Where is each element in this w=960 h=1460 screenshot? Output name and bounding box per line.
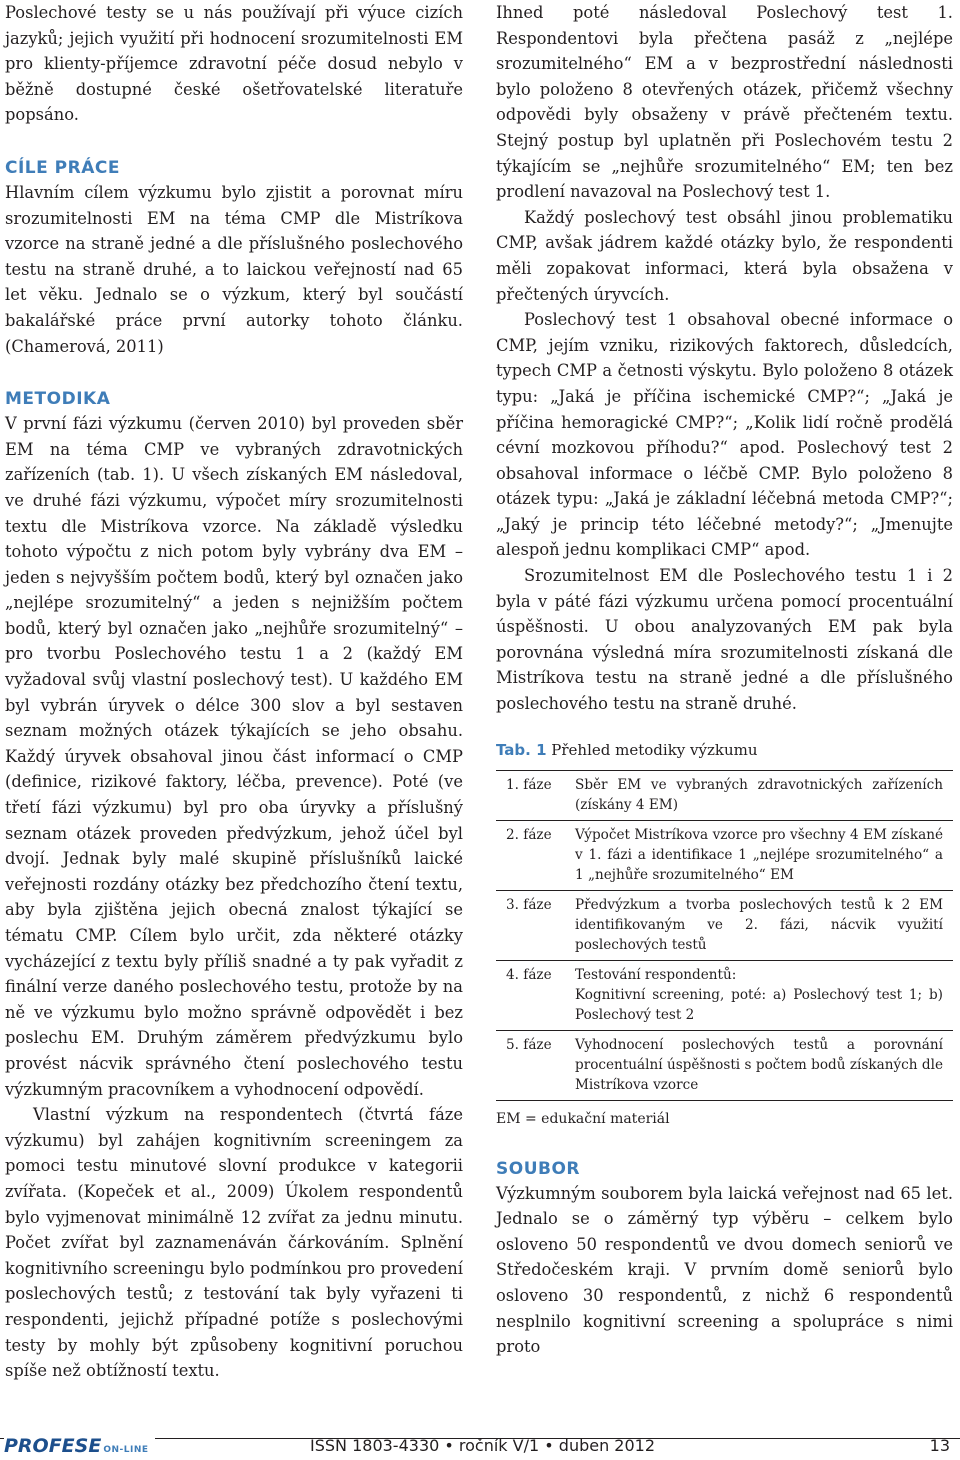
phase-cell: 1. fáze xyxy=(506,776,552,793)
methodology-table xyxy=(496,770,953,1101)
table-label: Tab. 1 xyxy=(496,740,547,759)
table-row xyxy=(496,771,953,820)
description-cell: Vyhodnocení poslechových testů a porovnání procentuální úspěšnosti s počtem bodů získaných dle Mistríkova vzorce xyxy=(575,1036,943,1093)
table-row xyxy=(496,960,953,1030)
table-note: EM = edukační materiál xyxy=(496,1110,670,1127)
heading-cile-prace: CÍLE PRÁCE xyxy=(5,157,120,178)
logo-subtext: ON-LINE xyxy=(103,1445,149,1455)
srozumitelnost-paragraph: Srozumitelnost EM dle Poslechového testu 1 i 2 byla v páté fázi výzkumu určena pomocí procentuální úspěšnosti. U obou analyzovaných EM pak byla porovnána výsledná míra srozumitelnosti získaná dle Mistríkova testu na straně jedné a dle příslušného poslechového testu na straně druhé. xyxy=(496,566,953,714)
table-row xyxy=(496,820,953,890)
description-cell: Výpočet Mistríkova vzorce pro všechny 4 EM získané v 1. fázi a identifikace 1 „nejlépe srozumitelného“ a 1 „nejhůře srozumitelného“ EM xyxy=(575,826,943,883)
test-content-paragraph: Poslechový test 1 obsahoval obecné informace o CMP, jejím vzniku, rizikových faktorech, důsledcích, typech CMP a četnosti výskytu. Bylo položeno 8 otázek typu: „Jaká je příčina ischemické CMP?“; „Jaká je příčina hemoragické CMP?“; „Kolik lidí ročně prodělá cévní mozkovou příhodu?“ apod. Poslechový test 2 obsahoval informace o léčbě CMP. Bylo položeno 8 otázek typu: „Jaká je základní léčebná metoda CMP?“; „Jaký je princip této léčebné metody?“; „Jmenujte alespoň jednu komplikaci CMP“ apod. xyxy=(496,310,953,560)
description-cell: Předvýzkum a tvorba poslechových testů k 2 EM identifikovaným ve 2. fázi, nácvik využití poslechových testů xyxy=(575,896,943,953)
phase-cell: 4. fáze xyxy=(506,966,552,983)
table-caption-text: Přehled metodiky výzkumu xyxy=(551,740,758,759)
table-row xyxy=(496,890,953,960)
metodika-paragraph: V první fázi výzkumu (červen 2010) byl proveden sběr EM na téma CMP ve vybraných zdravotnických zařízeních (tab. 1). U všech získaných EM následoval, ve druhé fázi výzkumu, výpočet míry srozumitelnosti textu dle Mistríkova vzorce. Na základě výsledku tohoto výpočtu z nich potom byly vybrány dva EM – jeden s nejvyšším počtem bodů, který byl označen jako „nejlépe srozumitelný“ a jeden s nejnižším počtem bodů, který byl označen jako „nejhůře srozumitelný“ – pro tvorbu Poslechového testu 1 a 2 (každý EM vyžadoval svůj vlastní poslechový test). U každého EM byl vybrán úryvek o délce 300 slov a byl sestaven seznam možných otázek týkajících se jeho obsahu. Každý úryvek obsahoval jinou část informací o CMP (definice, rizikové faktory, léčba, prevence). Poté (ve třetí fázi výzkumu) byl pro oba úryvky a příslušný seznam otázek proveden předvýzkum, jehož účel byl dvojí. Jednak byly malé skupině příslušníků laické veřejnosti rozdány otázky bez předchozího čtení textu, aby byla zjištěna jejich obecná znalost týkající se tématu CMP. Cílem bylo určit, zda některé otázky vycházející z textu byly příliš snadné a ty pak vyřadit z finální verze daného poslechového testu, protože by na ně ve výzkumu bylo možno správně odpovědět i bez poslechu EM. Druhým záměrem předvýzkumu bylo provést nácvik správného čtení poslechového testu výzkumným pracovníkem a vyhodnocení odpovědí. xyxy=(5,414,463,1099)
table-row xyxy=(496,1030,953,1100)
description-cell xyxy=(575,965,953,1025)
cile-paragraph: Hlavním cílem výzkumu bylo zjistit a porovnat míru srozumitelnosti EM na téma CMP dle Mistríkova vzorce na straně jedné a dle příslušného poslechového testu na straně druhé, a to laickou veřejností nad 65 let věku. Jednalo se o výzkum, který byl součástí bakalářské práce první autorky tohoto článku. (Chamerová, 2011) xyxy=(5,182,463,356)
phase-cell: 3. fáze xyxy=(506,896,552,913)
profese-logo xyxy=(4,1436,155,1460)
phase-cell: 5. fáze xyxy=(506,1036,552,1053)
left-column xyxy=(5,0,463,1384)
table-caption xyxy=(496,739,953,761)
intro-paragraph: Poslechové testy se u nás používají při výuce cizích jazyků; jejich využití při hodnocení srozumitelnosti EM pro klienty-příjemce zdravotní péče dosud nebylo v běžně dostupné české ošetřovatelské literatuře popsáno. xyxy=(5,3,463,125)
vlastni-vyzkum-paragraph: Vlastní výzkum na respondentech (čtvrtá fáze výzkumu) byl zahájen kognitivním screeningem za pomoci testu minutové slovní produkce v kategorii zvířata. (Kopeček et al., 2009) Úkolem respondentů bylo vyjmenovat minimálně 12 zvířat za jednu minutu. Počet zvířat byl zaznamenáván čárkováním. Splnění kognitivního screeningu bylo podmínkou pro provedení poslechových testů; z testování tak byly vyřazeni ti respondenti, jejichž případné potíže s poslechovými testy by mohly být způsobeny kognitivní poruchou spíše než obtížností textu. xyxy=(5,1105,463,1381)
page-number: 13 xyxy=(929,1436,950,1455)
heading-soubor: SOUBOR xyxy=(496,1158,580,1179)
logo-text: PROFESE xyxy=(4,1435,102,1457)
right-column xyxy=(496,0,953,1360)
description-line: Kognitivní screening, poté: a) Poslechový test 1; b) Poslechový test 2 xyxy=(575,986,943,1023)
heading-metodika: METODIKA xyxy=(5,389,111,410)
description-line: Testování respondentů: xyxy=(575,966,737,983)
soubor-paragraph: Výzkumným souborem byla laická veřejnost nad 65 let. Jednalo se o záměrný typ výběru – celkem bylo osloveno 50 respondentů ve dvou domech seniorů ve Středočeském kraji. V prvním domě seniorů bylo osloveno 30 respondentů, z nichž 6 respondentů nesplnilo kognitivní screening a spolupráce s nimi proto xyxy=(496,1183,953,1357)
description-cell: Sběr EM ve vybraných zdravotnických zařízeních (získány 4 EM) xyxy=(575,776,943,813)
test1-paragraph: Ihned poté následoval Poslechový test 1. Respondentovi byla přečtena pasáž z „nejlépe srozumitelného“ EM a v bezprostřední následnosti bylo položeno 8 otevřených otázek, přičemž všechny odpovědi byly obsaženy v právě přečteném textu. Stejný postup byl uplatněn při Poslechovém testu 2 týkajícím se „nejhůře srozumitelného“ EM; ten bez prodlení navazoval na Poslechový test 1. xyxy=(496,3,953,202)
problematika-paragraph: Každý poslechový test obsáhl jinou problematiku CMP, avšak jádrem každé otázky bylo, že respondenti měli zopakovat informaci, která byla obsažena v přečtených úryvcích. xyxy=(496,207,953,304)
issn-info: ISSN 1803-4330 • ročník V/1 • duben 2012 xyxy=(310,1436,656,1455)
phase-cell: 2. fáze xyxy=(506,826,552,843)
